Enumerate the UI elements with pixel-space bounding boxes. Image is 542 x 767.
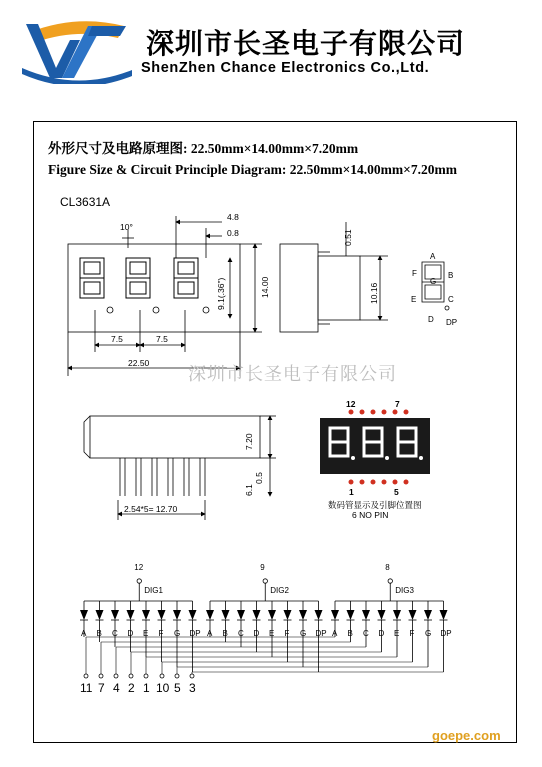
dim-4-8: 4.8 [227, 212, 239, 222]
diode-symbol [424, 610, 432, 620]
diode-symbol [253, 610, 261, 620]
diode-symbol [347, 610, 355, 620]
digit-pin-number: 12 [134, 563, 144, 572]
segment-pin-terminal [160, 674, 164, 678]
segment-label: F [158, 629, 164, 638]
dim-14: 14.00 [260, 276, 270, 298]
dim-7-20: 7.20 [244, 433, 254, 450]
segment-label: C [238, 629, 244, 638]
dim-7-5-a: 7.5 [111, 334, 123, 344]
seg-label-f: F [412, 269, 417, 278]
side-view [280, 222, 388, 332]
diode-symbol [440, 610, 448, 620]
segment-pin-terminal [114, 674, 118, 678]
photo-pin-1: 1 [349, 487, 354, 497]
dim-10-deg: 10° [120, 222, 133, 232]
segment-label: A [81, 629, 87, 638]
seg-label-a: A [430, 252, 436, 261]
segment-pin-number: 2 [128, 681, 135, 695]
seg-label-c: C [448, 295, 454, 304]
digit-pin-terminal [263, 579, 267, 583]
segment-pin-number: 1 [143, 681, 150, 695]
dim-0-51: 0.51 [343, 229, 353, 246]
segment-pin-terminal [175, 674, 179, 678]
segment-label: G [174, 629, 181, 638]
segment-pin-number: 5 [174, 681, 181, 695]
segment-label: D [253, 629, 260, 638]
segment-pin-terminal [129, 674, 133, 678]
diode-symbol [409, 610, 417, 620]
segment-label: E [269, 629, 275, 638]
diode-symbol [206, 610, 214, 620]
diode-symbol [237, 610, 245, 620]
segment-label: G [300, 629, 307, 638]
diode-symbol [80, 610, 88, 620]
segment-pin-number: 10 [156, 681, 170, 695]
company-name-en: ShenZhen Chance Electronics Co.,Ltd. [141, 60, 430, 76]
diode-symbol [222, 610, 230, 620]
diode-symbol [284, 610, 292, 620]
segment-pin-number: 11 [80, 681, 93, 695]
segment-label: E [143, 629, 149, 638]
segment-pin-terminal [144, 674, 148, 678]
watermark-text: 深圳市长圣电子有限公司 [188, 364, 397, 385]
diode-symbol [393, 610, 401, 620]
segment-label: A [332, 629, 338, 638]
dim-9-1: 9.1(.36") [216, 277, 226, 310]
model-number: CL3631A [60, 195, 111, 209]
digit-label: DIG3 [395, 586, 414, 595]
photo-caption-en: 6 NO PIN [352, 510, 389, 520]
diode-symbol [378, 610, 386, 620]
digit-pin-terminal [137, 579, 141, 583]
dim-0-5: 0.5 [254, 472, 264, 484]
bottom-view [84, 416, 276, 520]
segment-label: D [378, 629, 385, 638]
diode-symbol [299, 610, 307, 620]
digit-pin-terminal [388, 579, 392, 583]
segment-label: F [284, 629, 290, 638]
company-name-cn: 深圳市长圣电子有限公司 [146, 27, 466, 60]
diode-symbol [268, 610, 276, 620]
segment-label: C [363, 629, 369, 638]
display-photo [320, 399, 430, 520]
segment-label: A [207, 629, 213, 638]
segment-label: G [425, 629, 432, 638]
diode-symbol [96, 610, 104, 620]
segment-pin-number: 7 [98, 681, 105, 695]
front-view [68, 216, 262, 376]
segment-diagram [422, 262, 449, 310]
segment-pin-number: 3 [189, 681, 196, 695]
segment-pin-terminal [99, 674, 103, 678]
dim-7-5-b: 7.5 [156, 334, 168, 344]
heading-en: Figure Size & Circuit Principle Diagram: 22.50mm×14.00mm×7.20mm [48, 162, 457, 177]
diode-symbol [315, 610, 323, 620]
segment-label: B [96, 629, 102, 638]
segment-label: DP [315, 629, 327, 638]
photo-pin-12: 12 [346, 399, 356, 409]
heading-cn: 外形尺寸及电路原理图: 22.50mm×14.00mm×7.20mm [48, 141, 359, 156]
front-digit-2 [126, 258, 150, 298]
dim-10-16: 10.16 [369, 282, 379, 304]
site-badge: goepe.com [432, 728, 501, 743]
photo-caption-cn: 数码管显示及引脚位置图 [328, 500, 422, 510]
diode-symbol [111, 610, 119, 620]
digit-pin-number: 8 [385, 563, 390, 572]
seg-label-b: B [448, 271, 454, 280]
dim-6-1: 6.1 [244, 484, 254, 496]
dim-0-8: 0.8 [227, 228, 239, 238]
front-digit-3 [174, 258, 198, 298]
digit-pin-number: 9 [260, 563, 265, 572]
dim-pitch: 2.54*5= 12.70 [124, 504, 178, 514]
digit-label: DIG2 [270, 586, 289, 595]
segment-pin-terminal [190, 674, 194, 678]
diode-symbol [127, 610, 135, 620]
dim-22-5: 22.50 [128, 358, 150, 368]
diode-symbol [158, 610, 166, 620]
front-digit-1 [80, 258, 104, 298]
segment-label: E [394, 629, 400, 638]
segment-pin-terminal [84, 674, 88, 678]
photo-top-leds [349, 410, 409, 415]
photo-pin-7: 7 [395, 399, 400, 409]
segment-label: B [222, 629, 228, 638]
segment-label: DP [189, 629, 201, 638]
segment-label: C [112, 629, 118, 638]
digit-label: DIG1 [144, 586, 163, 595]
segment-pin-number: 4 [113, 681, 120, 695]
segment-label: F [409, 629, 415, 638]
seg-label-g: G [430, 277, 437, 286]
diode-symbol [173, 610, 181, 620]
seg-label-e: E [411, 295, 417, 304]
seg-label-d: D [428, 315, 434, 324]
circuit-diagram [80, 563, 452, 695]
diode-symbol [189, 610, 197, 620]
segment-label: DP [440, 629, 452, 638]
seg-label-dp: DP [446, 318, 458, 327]
diode-symbol [331, 610, 339, 620]
segment-label: B [347, 629, 353, 638]
diode-symbol [362, 610, 370, 620]
diode-symbol [142, 610, 150, 620]
photo-pin-5: 5 [394, 487, 399, 497]
segment-label: D [127, 629, 134, 638]
photo-bottom-leds [349, 480, 409, 485]
